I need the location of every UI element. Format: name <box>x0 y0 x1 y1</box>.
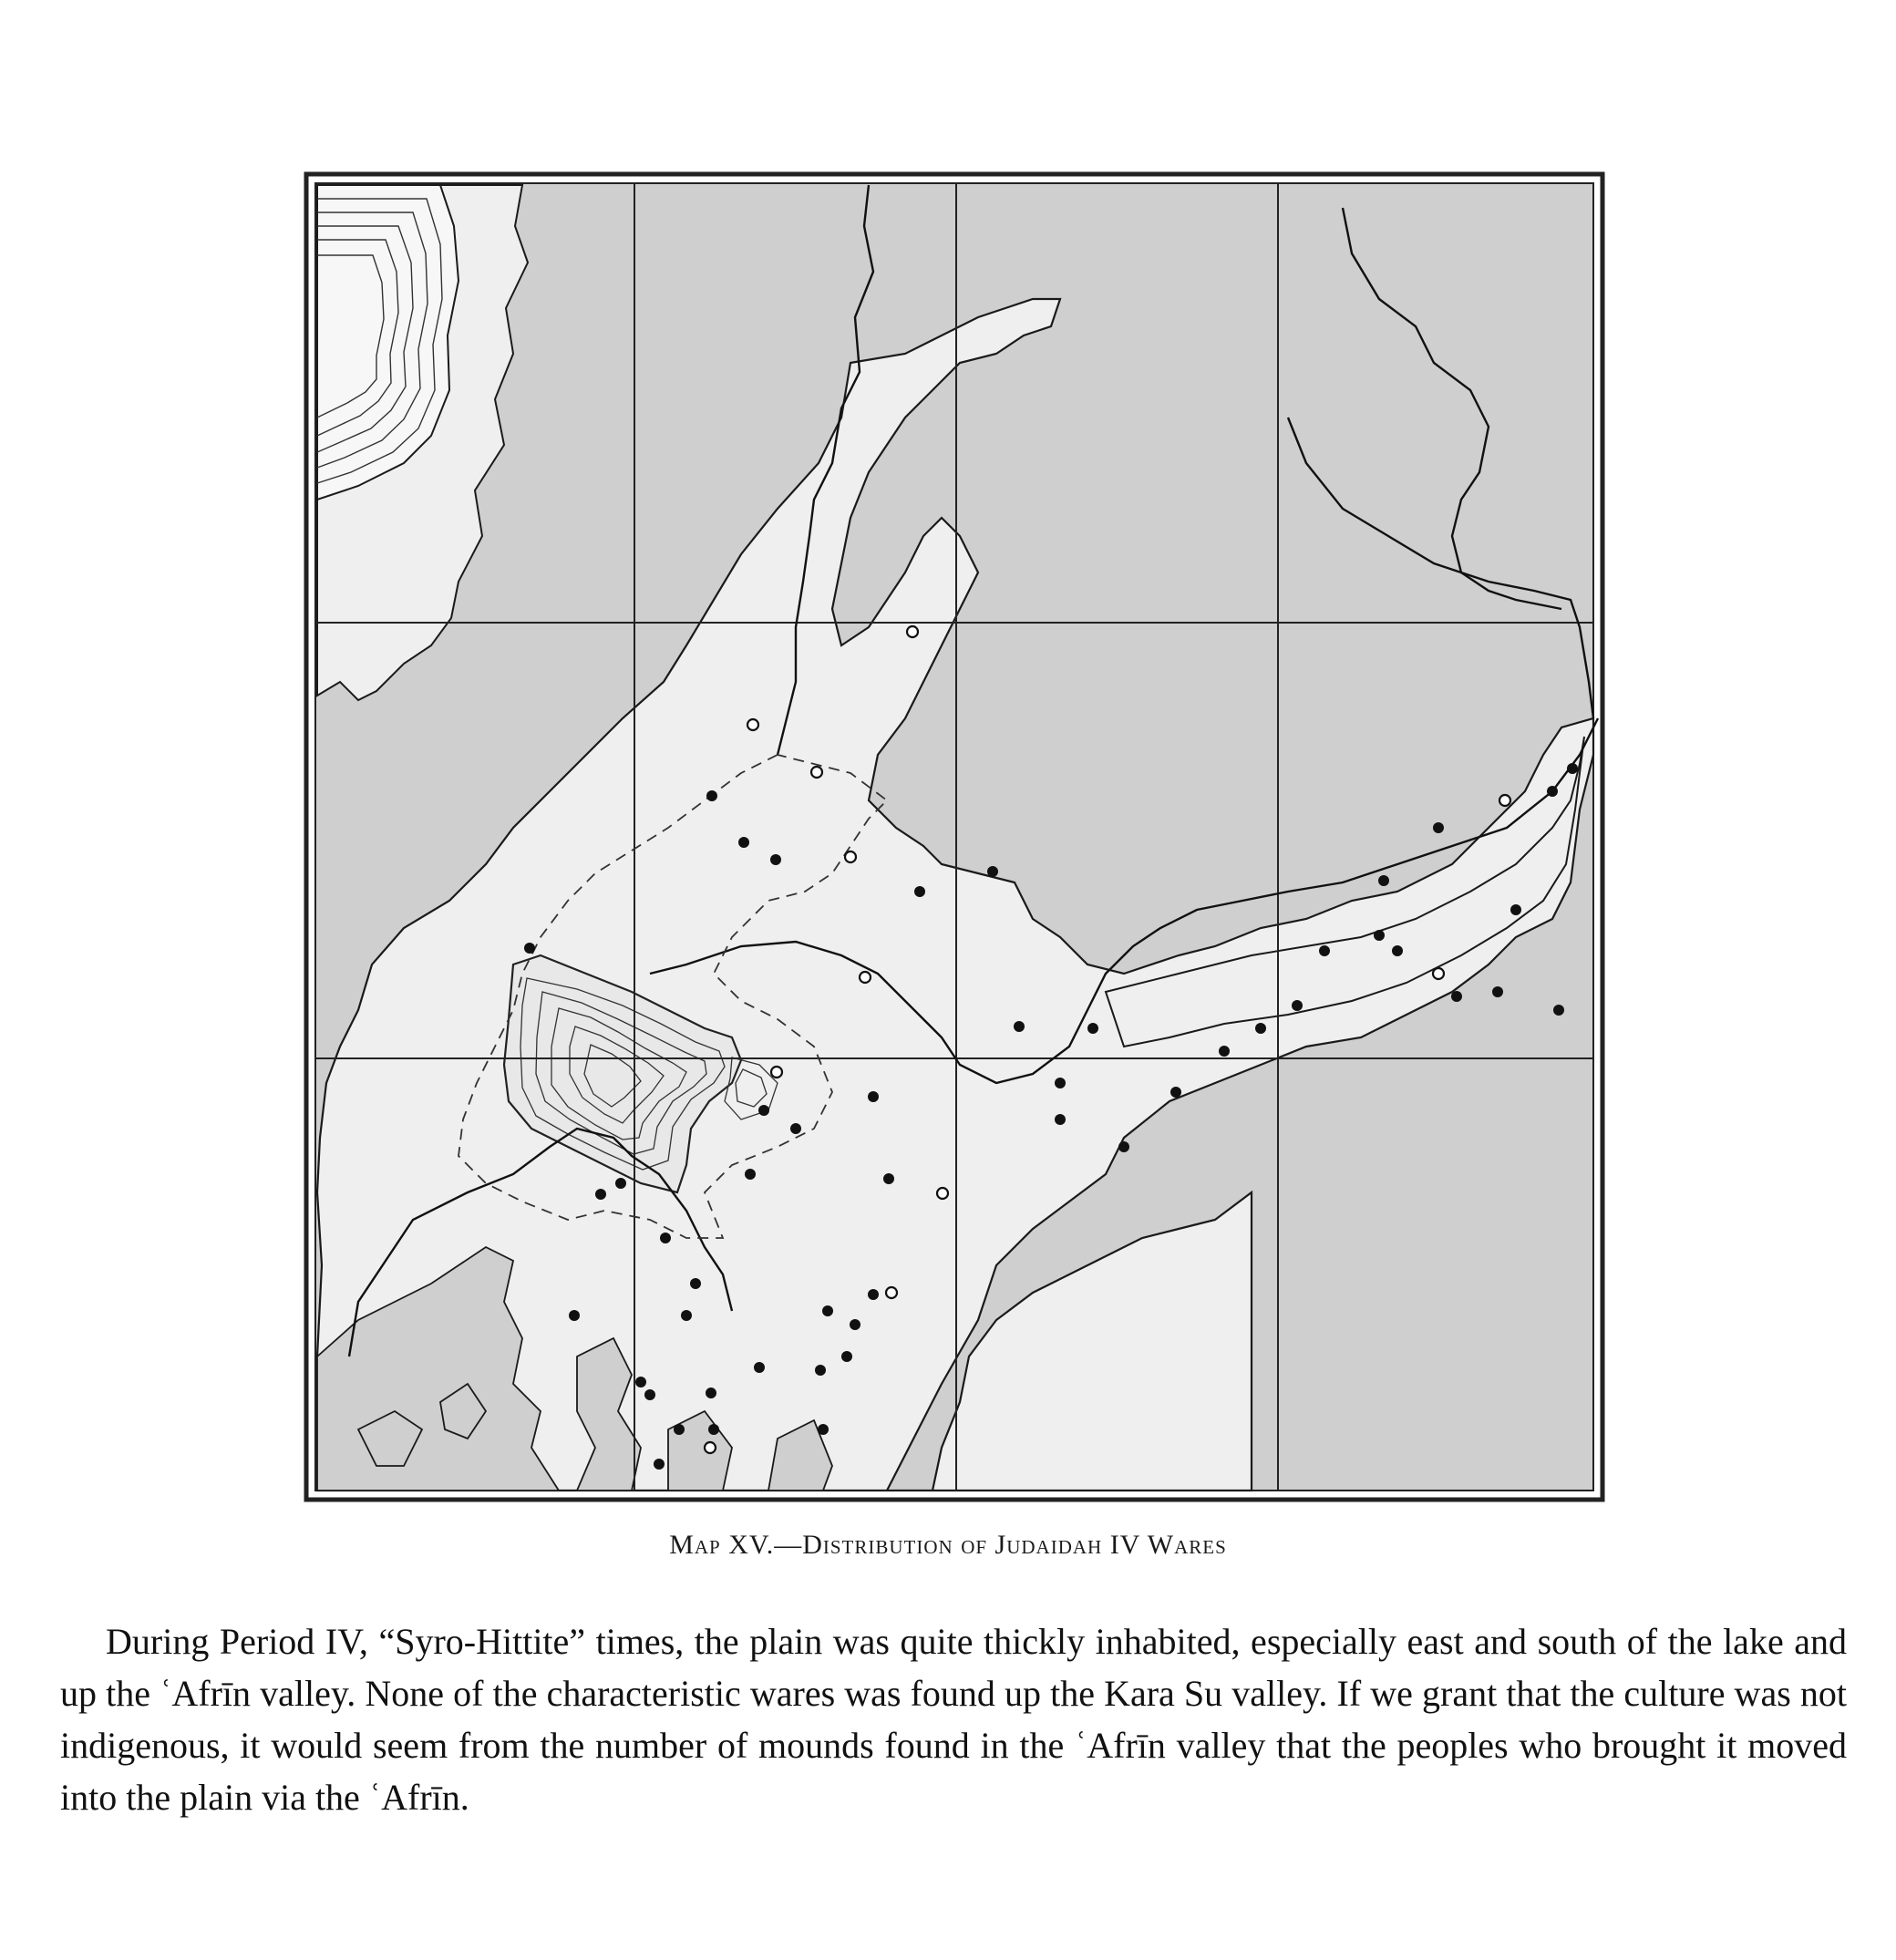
paragraph: During Period IV, “Syro-Hittite” times, the plain was quite thickly inhabited, especially east and south of the lake and up the ʿAfrīn valley. None of the characteristic wares was found up the Kara Su valley. If we grant that the culture was not indigenous, it would seem from the number of mounds found in the ʿAfrīn valley that the peoples who brought it moved into the plain via the ʿAfrīn. <box>60 1621 1847 1818</box>
map-caption: Map XV.—Distribution of Judaidah IV Wares <box>669 1530 1227 1560</box>
body-text <box>60 1615 1847 1823</box>
map <box>304 171 1605 1502</box>
